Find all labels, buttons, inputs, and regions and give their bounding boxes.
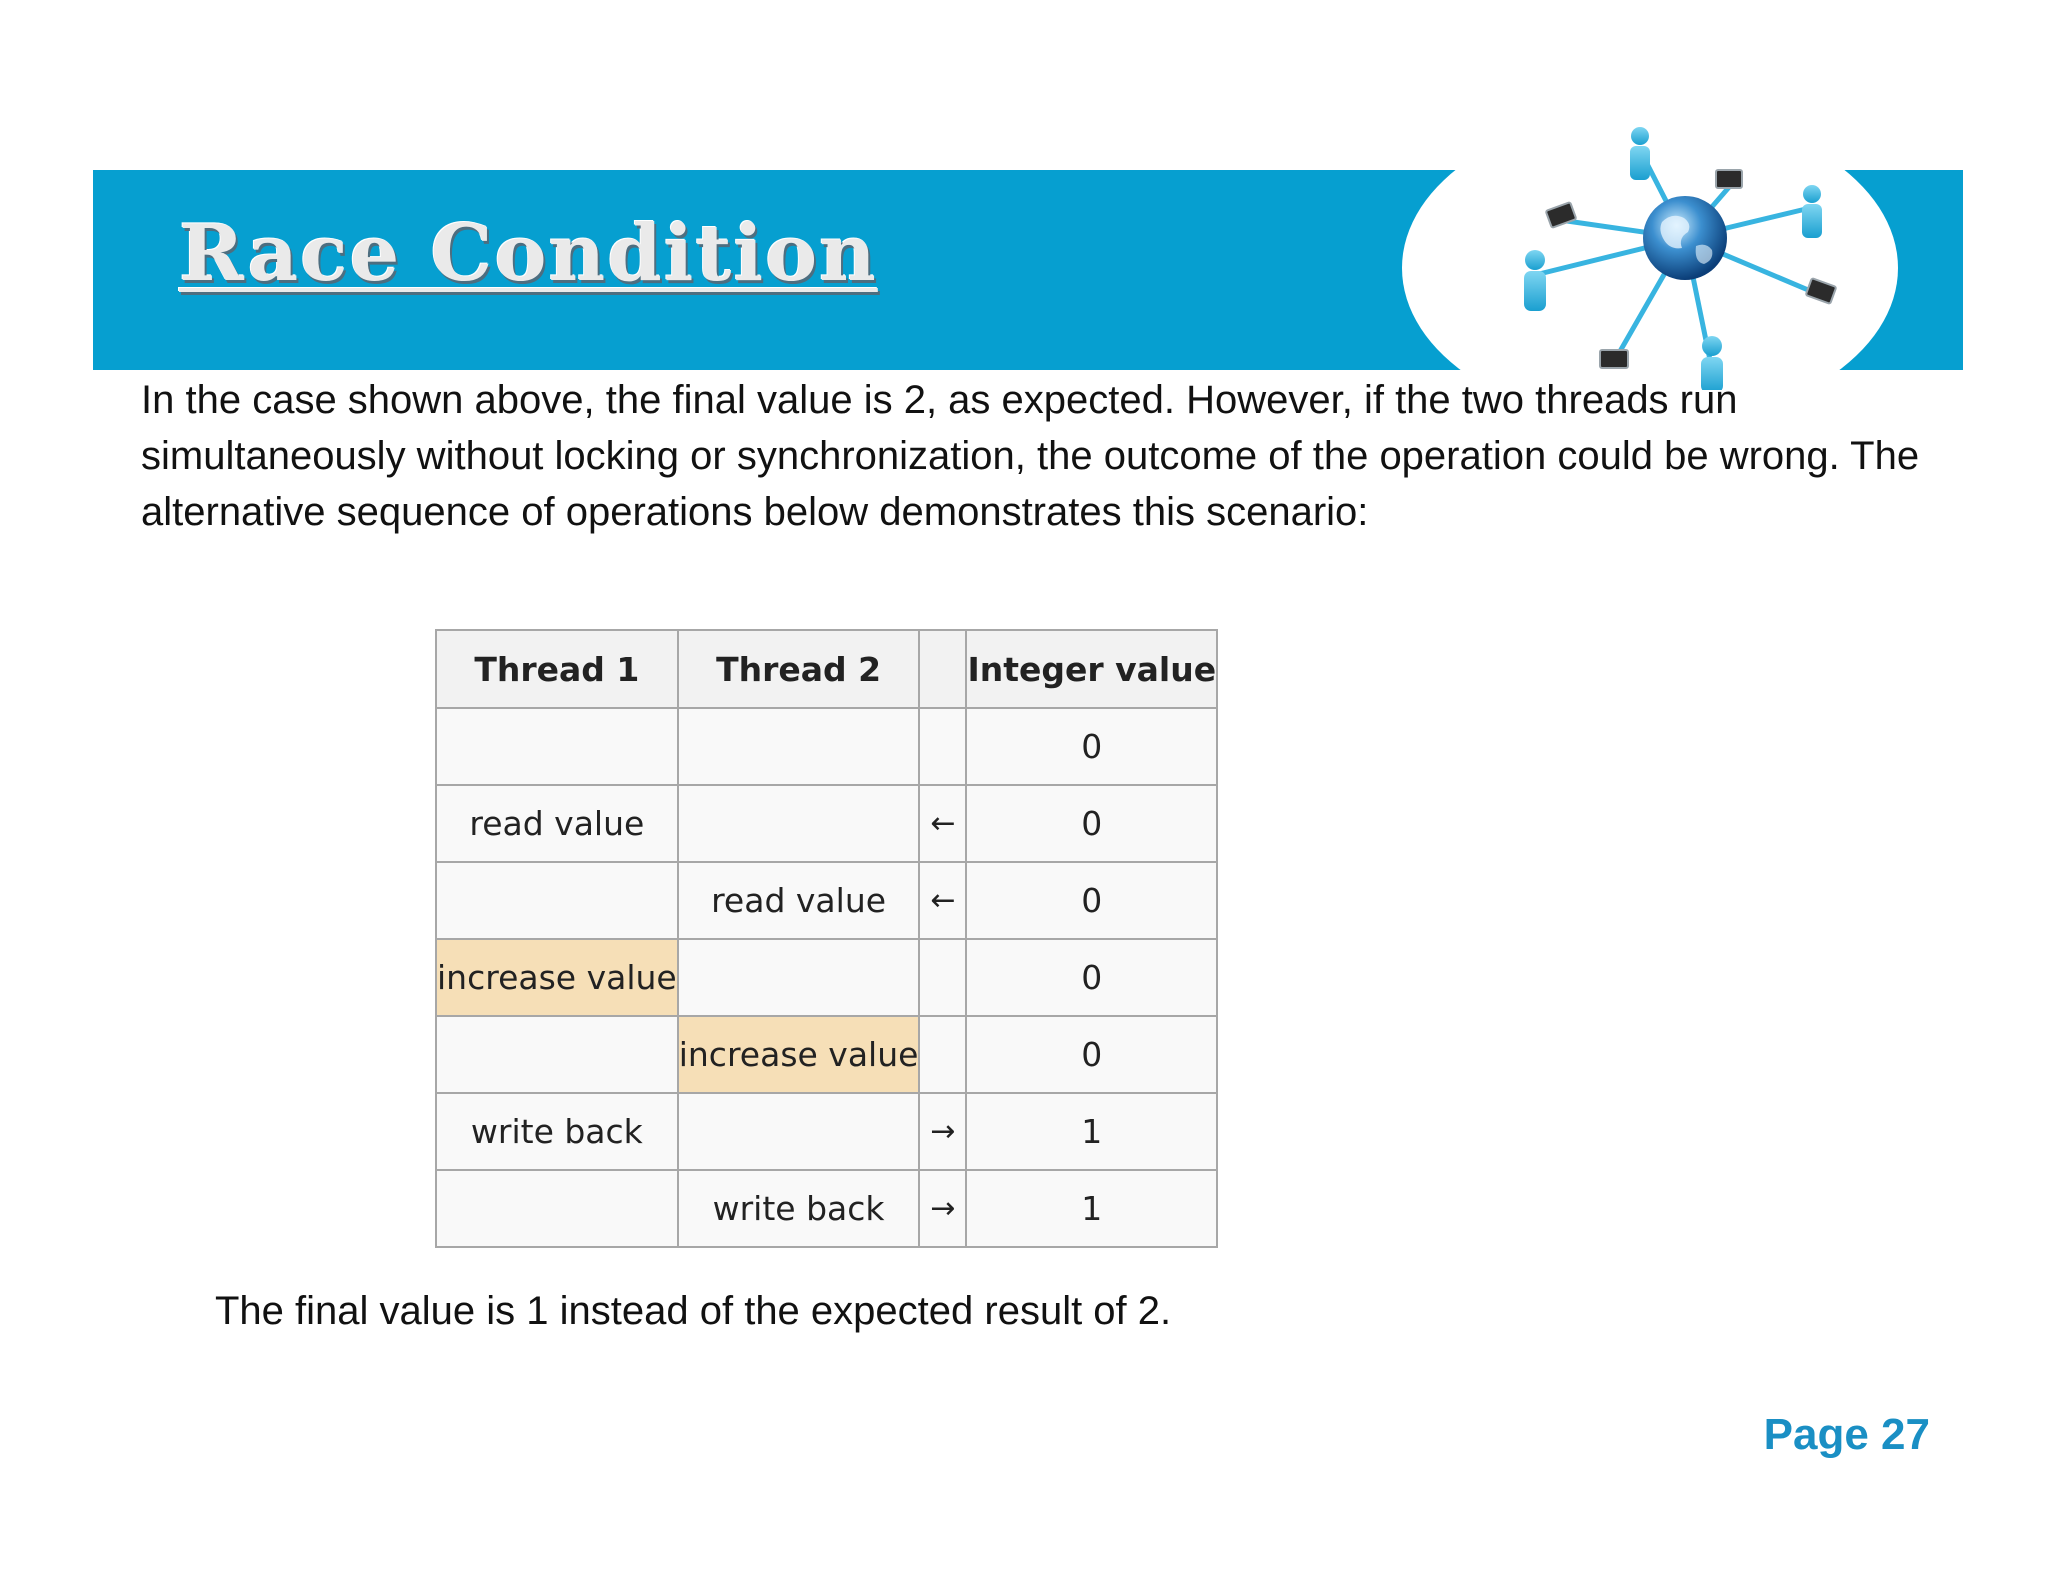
- header-thread-2: Thread 2: [678, 630, 920, 708]
- slide-title: Race Condition: [179, 208, 878, 299]
- cell-integer-value: 1: [966, 1093, 1217, 1170]
- conclusion-text: The final value is 1 instead of the expected result of 2.: [215, 1289, 1172, 1333]
- cell-thread-1: [436, 1170, 678, 1247]
- cell-thread-1: increase value: [436, 939, 678, 1016]
- table-row: [436, 708, 1217, 785]
- cell-integer-value: 1: [966, 1170, 1217, 1247]
- header-integer-value: Integer value: [966, 630, 1217, 708]
- cell-integer-value: 0: [966, 862, 1217, 939]
- cell-arrow: →: [919, 1093, 966, 1170]
- table-row: [436, 785, 1217, 862]
- intro-paragraph: In the case shown above, the final value is 2, as expected. However, if the two threads run simultaneously without locking or synchronization, the outcome of the operation could be wrong. The alternative sequence of operations below demonstrates this scenario:: [141, 378, 1920, 534]
- cell-arrow: ←: [919, 862, 966, 939]
- network-globe-icon: [1400, 110, 1920, 390]
- cell-thread-1: [436, 708, 678, 785]
- cell-thread-1: write back: [436, 1093, 678, 1170]
- cell-thread-1: read value: [436, 785, 678, 862]
- table-row: [436, 1016, 1217, 1093]
- cell-integer-value: 0: [966, 708, 1217, 785]
- table-row: [436, 1093, 1217, 1170]
- header-arrow: [919, 630, 966, 708]
- page-number: Page 27: [1763, 1410, 1930, 1459]
- cell-arrow: [919, 939, 966, 1016]
- cell-arrow: →: [919, 1170, 966, 1247]
- table-row: [436, 862, 1217, 939]
- cell-thread-2: [678, 785, 920, 862]
- cell-thread-2: write back: [678, 1170, 920, 1247]
- cell-thread-2: read value: [678, 862, 920, 939]
- cell-thread-2: [678, 1093, 920, 1170]
- cell-integer-value: 0: [966, 785, 1217, 862]
- cell-thread-1: [436, 1016, 678, 1093]
- cell-thread-2: [678, 708, 920, 785]
- cell-thread-2: increase value: [678, 1016, 920, 1093]
- cell-thread-1: [436, 862, 678, 939]
- cell-thread-2: [678, 939, 920, 1016]
- cell-integer-value: 0: [966, 1016, 1217, 1093]
- table-header-row: [436, 630, 1217, 708]
- cell-arrow: ←: [919, 785, 966, 862]
- table-row: [436, 939, 1217, 1016]
- cell-arrow: [919, 1016, 966, 1093]
- operation-sequence-table: [435, 629, 1218, 1248]
- header-thread-1: Thread 1: [436, 630, 678, 708]
- cell-arrow: [919, 708, 966, 785]
- table-row: [436, 1170, 1217, 1247]
- cell-integer-value: 0: [966, 939, 1217, 1016]
